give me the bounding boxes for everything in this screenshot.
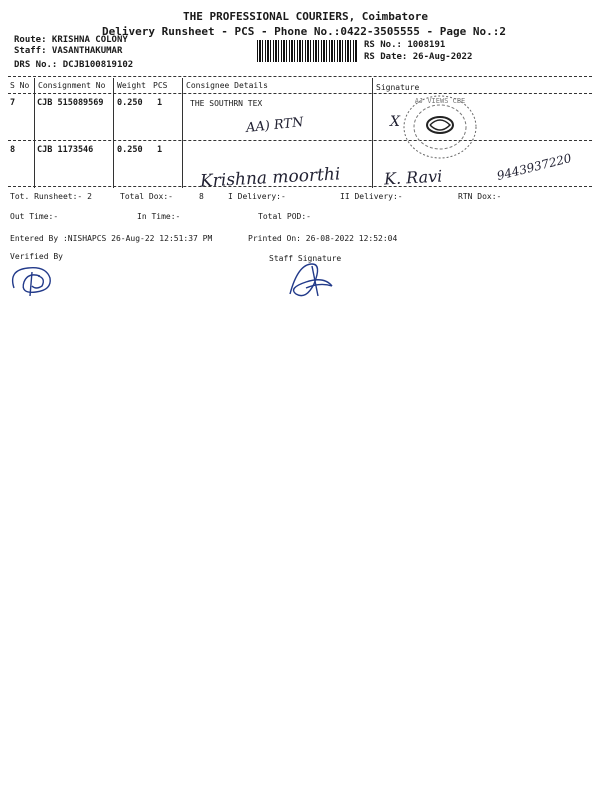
- handwritten-mark: X: [390, 114, 400, 130]
- company-stamp: [400, 92, 480, 162]
- total-pod: Total POD:-: [258, 212, 311, 221]
- row-pcs: 1: [157, 145, 163, 155]
- entered-by: Entered By :NISHAPCS 26-Aug-22 12:51:37 PM: [10, 234, 213, 243]
- ii-delivery: II Delivery:-: [340, 192, 403, 201]
- barcode: [257, 40, 357, 62]
- col-signature: Signature: [376, 83, 420, 92]
- total-dox-value: 8: [199, 192, 204, 201]
- drs-number: DRS No.: DCJB100819102: [14, 60, 134, 70]
- runsheet-subtitle: Delivery Runsheet - PCS - Phone No.:0422-3505555 - Page No.:2: [102, 25, 506, 38]
- i-delivery: I Delivery:-: [228, 192, 286, 201]
- printed-on: Printed On: 26-08-2022 12:52:04: [248, 234, 398, 243]
- route-label: Route: KRISHNA COLONY: [14, 35, 128, 45]
- handwritten-signature: K. Ravi: [383, 166, 443, 189]
- row-weight: 0.250: [117, 98, 143, 108]
- stamp-text: AJ VIEWS CBE: [414, 97, 466, 105]
- staff-label: Staff: VASANTHAKUMAR: [14, 46, 123, 56]
- handwritten-note: AA) RTN: [245, 115, 305, 136]
- row-divider: [8, 140, 592, 141]
- col-consignment: Consignment No: [38, 81, 106, 90]
- handwritten-phone: 9443937220: [495, 150, 573, 184]
- table-header-divider: [8, 93, 592, 94]
- table-top-divider: [8, 76, 592, 77]
- col-line: [113, 78, 114, 188]
- col-sno: S No: [10, 81, 30, 90]
- col-line: [182, 78, 183, 188]
- col-line: [372, 78, 373, 188]
- staff-signature: [284, 258, 344, 303]
- row-consignment: CJB 1173546: [37, 145, 94, 155]
- row-consignment: CJB 515089569: [37, 98, 104, 108]
- out-time: Out Time:-: [10, 212, 59, 221]
- company-name: THE PROFESSIONAL COURIERS, Coimbatore: [183, 10, 429, 23]
- total-dox-label: Total Dox:-: [120, 192, 173, 201]
- rs-number: RS No.: 1008191: [364, 40, 446, 50]
- col-line: [34, 78, 35, 188]
- verified-by-label: Verified By: [10, 252, 63, 261]
- total-runsheet: Tot. Runsheet:- 2: [10, 192, 92, 201]
- col-pcs: PCS: [153, 81, 168, 90]
- row-weight: 0.250: [117, 145, 143, 155]
- in-time: In Time:-: [137, 212, 181, 221]
- rs-date: RS Date: 26-Aug-2022: [364, 52, 473, 62]
- staff-signature-label: Staff Signature: [269, 254, 342, 263]
- handwritten-name: Krishna moorthi: [199, 164, 341, 192]
- verified-signature: [8, 258, 68, 298]
- rtn-dox: RTN Dox:-: [458, 192, 502, 201]
- col-weight: Weight: [117, 81, 146, 90]
- row-sno: 8: [10, 145, 16, 155]
- row-consignee: THE SOUTHRN TEX: [190, 99, 263, 108]
- col-consignee: Consignee Details: [186, 81, 268, 90]
- row-pcs: 1: [157, 98, 163, 108]
- row-sno: 7: [10, 98, 16, 108]
